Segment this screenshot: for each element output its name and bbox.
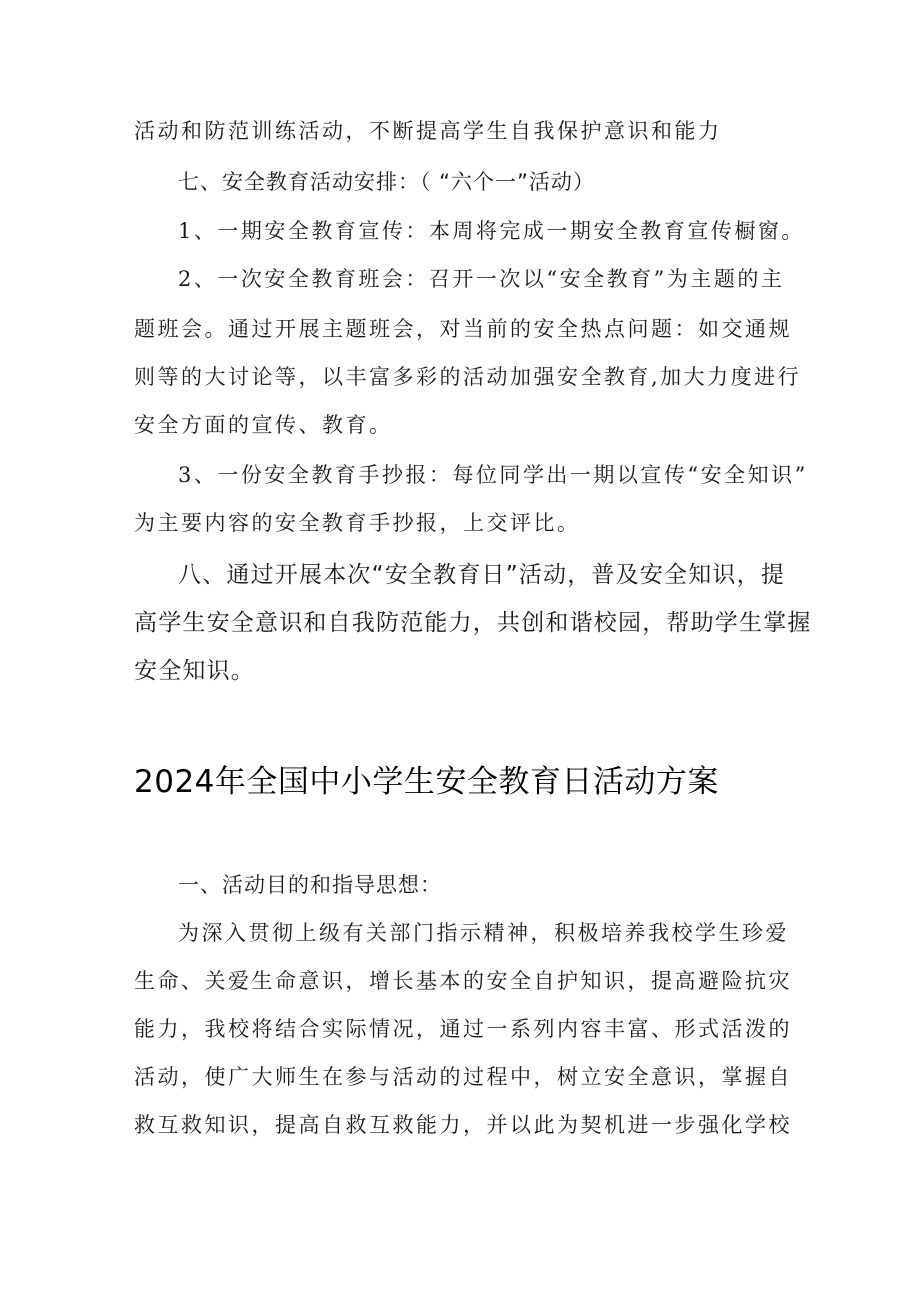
list-item-3: 3、一份安全教育手抄报：每位同学出一期以宣传“安全知识”	[178, 463, 808, 487]
list-item-2: 2、一次安全教育班会：召开一次以“安全教育”为主题的主	[178, 267, 785, 291]
list-item-1: 1、一期安全教育宣传：本周将完成一期安全教育宣传橱窗。	[178, 219, 805, 243]
paragraph-line: 则等的大讨论等，以丰富多彩的活动加强安全教育,加大力度进行	[134, 365, 802, 389]
paragraph-line: 安全知识。	[134, 658, 255, 684]
paragraph-line: 救互救知识，提高自救互救能力，并以此为契机进一步强化学校	[134, 1113, 792, 1137]
paragraph-line: 活动，使广大师生在参与活动的过程中，树立安全意识，掌握自	[134, 1065, 792, 1089]
paragraph-line: 能力，我校将结合实际情况，通过一系列内容丰富、形式活泼的	[134, 1017, 792, 1041]
paragraph-line: 为主要内容的安全教育手抄报，上交评比。	[134, 511, 581, 535]
paragraph-line: 为深入贯彻上级有关部门指示精神，积极培养我校学生珍爱	[178, 921, 789, 945]
document-title: 2024年全国中小学生安全教育日活动方案	[134, 764, 719, 800]
section-heading-1: 一、活动目的和指导思想：	[178, 873, 442, 897]
section-heading-8: 八、通过开展本次“安全教育日”活动，普及安全知识，提	[178, 562, 786, 588]
paragraph-line: 活动和防范训练活动，不断提高学生自我保护意识和能力	[134, 119, 722, 143]
paragraph-line: 安全方面的宣传、教育。	[134, 413, 393, 437]
paragraph-line: 生命、关爱生命意识，增长基本的安全自护知识，提高避险抗灾	[134, 969, 792, 993]
paragraph-line: 题班会。通过开展主题班会，对当前的安全热点问题：如交通规	[134, 317, 792, 341]
section-heading-7: 七、安全教育活动安排：（ “六个一”活动）	[178, 170, 595, 194]
paragraph-line: 高学生安全意识和自我防范能力，共创和谐校园，帮助学生掌握	[134, 610, 812, 636]
